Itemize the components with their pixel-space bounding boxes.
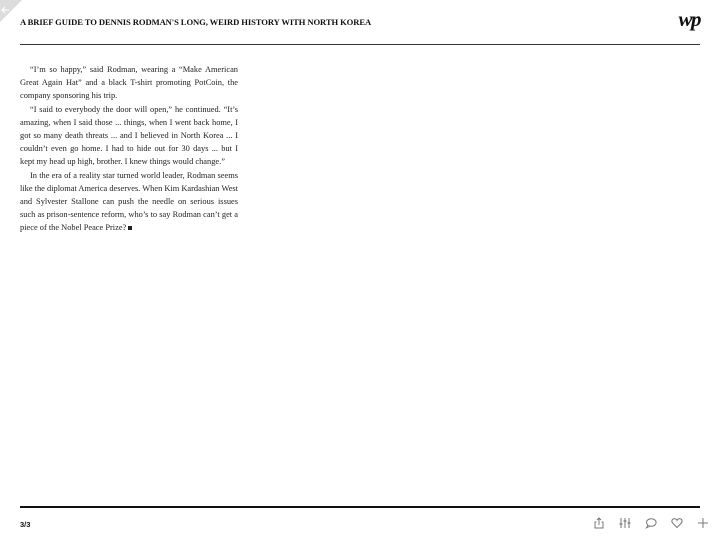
article-paragraph-text: In the era of a reality star turned world leader, Rodman seems like the diplomat America deserves. When Kim Kardashian West and Sylvester Stallone can push the needle on serious issues such as prison-sentence reform, who’s to say Rodman can’t get a piece of the Nobel Peace Prize?	[20, 170, 238, 233]
article-title: A BRIEF GUIDE TO DENNIS RODMAN'S LONG, WEIRD HISTORY WITH NORTH KOREA	[20, 17, 372, 27]
article-body	[20, 63, 238, 235]
like-button[interactable]	[670, 516, 684, 530]
comment-icon	[645, 517, 657, 529]
heart-icon	[671, 517, 683, 529]
article-paragraph: “I’m so happy,” said Rodman, wearing a “Make American Great Again Hat” and a black T-shirt promoting PotCoin, the company sponsoring his trip.	[20, 65, 238, 101]
footer-toolbar	[580, 516, 710, 530]
washington-post-logo[interactable]: wp	[678, 7, 700, 31]
share-icon	[593, 517, 605, 529]
share-button[interactable]	[592, 516, 606, 530]
comment-button[interactable]	[644, 516, 658, 530]
settings-sliders-icon	[619, 517, 631, 529]
article-paragraph: “I said to everybody the door will open,” he continued. “It’s amazing, when I said those ... things, when I went back home, I got so many death threats ... and I believed in North Korea ... I couldn’t even go home. I had to hide out for 30 days ... but I kept my head up high, brother. I knew things would change.”	[20, 104, 238, 167]
footer-divider	[20, 506, 700, 508]
article-paragraph	[20, 169, 238, 235]
settings-button[interactable]	[618, 516, 632, 530]
end-mark-icon	[128, 226, 132, 230]
back-arrow-icon	[0, 0, 22, 22]
add-button[interactable]	[696, 516, 710, 530]
page-indicator: 3/3	[20, 520, 31, 529]
plus-icon	[697, 517, 709, 529]
back-corner-button[interactable]	[0, 0, 22, 22]
header-bar	[20, 0, 700, 45]
